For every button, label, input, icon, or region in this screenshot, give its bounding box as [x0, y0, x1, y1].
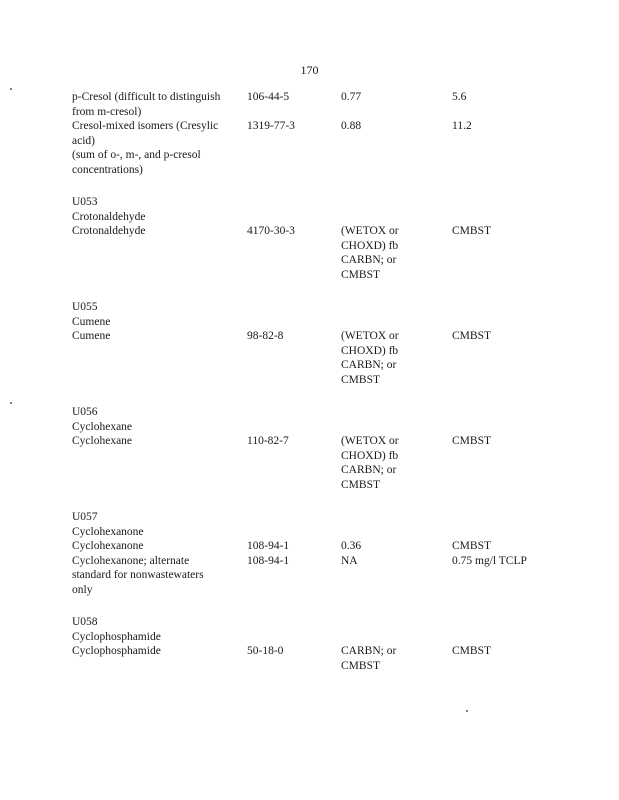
wastewater-standard-line: 0.77: [341, 91, 362, 103]
wastewater-standard-line: CARBN; or: [341, 254, 397, 266]
constituent-line: Cresol-mixed isomers (Cresylic: [72, 120, 219, 132]
cas-number-cell: 108-94-1: [247, 540, 290, 552]
waste-name: Cyclohexanone: [72, 525, 144, 538]
wastewater-standard-line: CHOXD) fb: [341, 449, 399, 462]
wastewater-standard-cell: [341, 224, 452, 282]
table-row: [72, 329, 552, 387]
table-row: [72, 90, 552, 119]
margin-mark: [466, 710, 468, 712]
page-number: 170: [300, 63, 319, 77]
cas-number-cell: 108-94-1: [247, 554, 290, 567]
constituent-cell: [72, 90, 247, 119]
cas-number-cell: 106-44-5: [247, 91, 290, 103]
wastewater-standard-line: 0.88: [341, 120, 362, 132]
nonwastewater-standard-cell: CMBST: [452, 225, 491, 237]
cas-number-cell: 110-82-7: [247, 435, 289, 447]
waste-name: Cyclophosphamide: [72, 630, 161, 643]
wastewater-standard-line: CARBN; or: [341, 464, 397, 476]
waste-section: [72, 615, 552, 673]
constituent-line: Cyclohexanone; alternate: [72, 554, 190, 567]
wastewater-standard-cell: [341, 329, 452, 387]
constituent-line: from m-cresol): [72, 105, 142, 118]
constituent-line: Cumene: [72, 330, 111, 342]
wastewater-standard-line: CMBST: [341, 659, 380, 672]
constituent-line: concentrations): [72, 163, 143, 176]
wastewater-standard-line: CMBST: [341, 268, 380, 281]
waste-section: [72, 195, 552, 282]
cas-number-cell: 98-82-8: [247, 330, 284, 342]
wastewater-standard-line: (WETOX or: [341, 330, 399, 342]
wastewater-standard-line: CARBN; or: [341, 645, 397, 657]
waste-code: U058: [72, 616, 98, 628]
wastewater-standard-cell: [341, 644, 452, 673]
constituent-line: standard for nonwastewaters: [72, 569, 204, 581]
constituent-line: Cyclohexane: [72, 435, 133, 447]
margin-mark: [10, 88, 12, 90]
cas-number-cell: 4170-30-3: [247, 225, 295, 237]
table-row: [72, 119, 552, 177]
waste-code: U055: [72, 301, 98, 313]
constituent-line: p-Cresol (difficult to distinguish: [72, 91, 221, 103]
wastewater-standard-cell: [341, 119, 452, 177]
waste-name: Cumene: [72, 315, 111, 328]
constituent-cell: [72, 434, 247, 492]
wastewater-standard-cell: [341, 554, 452, 598]
nonwastewater-standard-cell: CMBST: [452, 645, 491, 657]
constituent-cell: [72, 644, 247, 673]
wastewater-standard-cell: [341, 434, 452, 492]
wastewater-standard-line: CHOXD) fb: [341, 239, 399, 252]
wastewater-standard-cell: [341, 90, 452, 119]
waste-code: U056: [72, 406, 98, 418]
wastewater-standard-line: (WETOX or: [341, 435, 399, 447]
cas-number-cell: 50-18-0: [247, 645, 284, 657]
constituent-line: Cyclophosphamide: [72, 645, 161, 657]
table-row: [72, 554, 552, 598]
waste-table: [72, 90, 552, 691]
waste-section: [72, 510, 552, 597]
nonwastewater-standard-cell: CMBST: [452, 540, 491, 552]
waste-name: Crotonaldehyde: [72, 210, 146, 223]
cas-number-cell: 1319-77-3: [247, 120, 295, 132]
constituent-line: (sum of o-, m-, and p-cresol: [72, 149, 201, 161]
waste-section: [72, 90, 552, 177]
waste-name: Cyclohexane: [72, 420, 133, 433]
constituent-line: only: [72, 583, 93, 596]
wastewater-standard-line: CARBN; or: [341, 359, 397, 371]
table-row: [72, 224, 552, 282]
nonwastewater-standard-cell: 5.6: [452, 91, 467, 103]
wastewater-standard-line: CHOXD) fb: [341, 344, 399, 357]
constituent-cell: [72, 554, 247, 598]
table-row: [72, 539, 552, 554]
constituent-line: Crotonaldehyde: [72, 225, 146, 237]
constituent-cell: [72, 119, 247, 177]
wastewater-standard-cell: [341, 539, 452, 554]
wastewater-standard-line: NA: [341, 554, 358, 567]
margin-mark: [10, 402, 12, 404]
constituent-line: Cyclohexanone: [72, 540, 144, 552]
waste-code: U057: [72, 511, 98, 523]
table-row: [72, 644, 552, 673]
wastewater-standard-line: 0.36: [341, 540, 362, 552]
waste-section: [72, 300, 552, 387]
nonwastewater-standard-cell: CMBST: [452, 435, 491, 447]
constituent-line: acid): [72, 134, 95, 147]
waste-section: [72, 405, 552, 492]
table-row: [72, 434, 552, 492]
constituent-cell: [72, 539, 247, 554]
nonwastewater-standard-cell: 0.75 mg/l TCLP: [452, 554, 527, 567]
nonwastewater-standard-cell: 11.2: [452, 120, 472, 132]
nonwastewater-standard-cell: CMBST: [452, 330, 491, 342]
waste-code: U053: [72, 196, 98, 208]
constituent-cell: [72, 224, 247, 282]
wastewater-standard-line: CMBST: [341, 373, 380, 386]
wastewater-standard-line: CMBST: [341, 478, 380, 491]
wastewater-standard-line: (WETOX or: [341, 225, 399, 237]
constituent-cell: [72, 329, 247, 387]
